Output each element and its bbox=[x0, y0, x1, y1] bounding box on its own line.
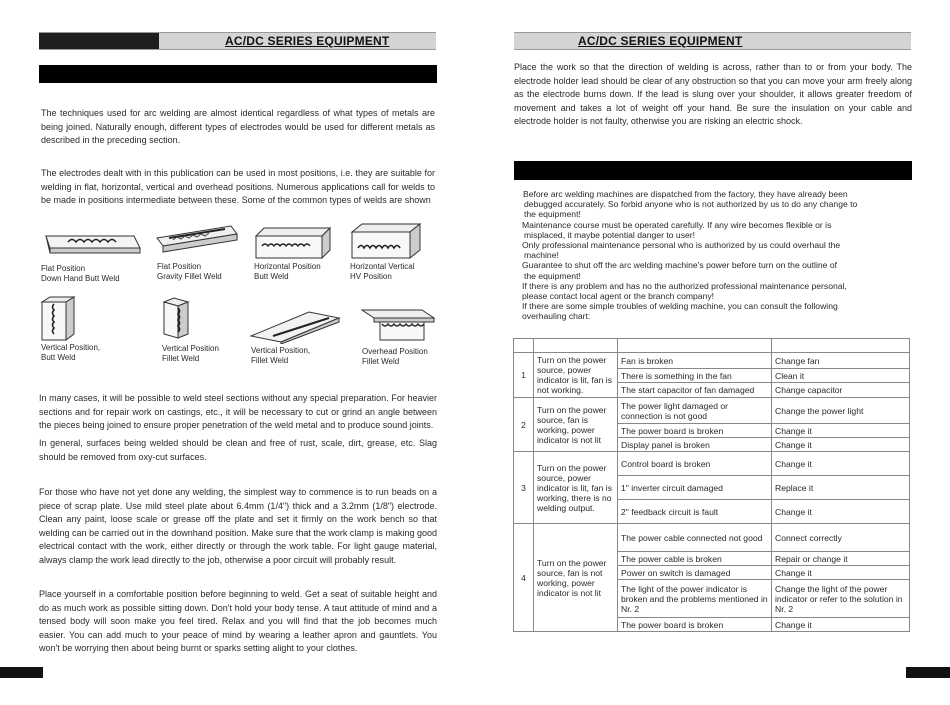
maint-line: machine! bbox=[524, 250, 559, 261]
fix-cell: Repair or change it bbox=[772, 552, 910, 566]
work-placement-paragraph: Place the work so that the direction of welding is across, rather than to or from your body. The electrode holder lead should be clear of any obstruction so that you can move your arm freely along as the electrode burns down. If the lead is slung over your shoulder, it allows greater freedom of movement and takes a lot of weight off your hand. Be sure the insulation on your cable and electrode holder is not faulty, otherwise you are risking an electric shock. bbox=[514, 62, 912, 127]
vertical-fillet-weld-2-icon bbox=[249, 308, 341, 349]
maint-line: Before arc welding machines are dispatched from the factory, they have already been bbox=[523, 189, 848, 199]
maint-line: overhauling chart: bbox=[522, 311, 591, 322]
weld-caption-1: Flat Position Down Hand Butt Weld bbox=[41, 264, 120, 283]
left-page-corner-tab bbox=[0, 667, 43, 678]
maint-line: If there are some simple troubles of welding machine, you can consult the following bbox=[522, 301, 838, 312]
row-number: 2 bbox=[514, 398, 534, 452]
preparation-paragraph-2: In general, surfaces being welded should be clean and free of rust, scale, dirt, grease, etc. Slag should be removed from oxy-cut surfaces. bbox=[39, 438, 437, 462]
fix-cell: Change the light of the power indicator or refer to the solution in Nr. 2 bbox=[772, 580, 910, 618]
cause-cell: 1" inverter circuit damaged bbox=[618, 476, 772, 500]
maint-line: Guarantee to shut off the arc welding machine’s power before turn on the outline of bbox=[522, 260, 837, 271]
left-section-bar bbox=[39, 65, 437, 83]
troubleshooting-table bbox=[513, 338, 910, 632]
fix-cell: Change fan bbox=[772, 353, 910, 369]
intro-paragraph: The techniques used for arc welding are almost identical regardless of what types of metals are being joined. Naturally enough, different types of electrodes would be used for different metals as described in the preceding section. bbox=[41, 108, 435, 146]
table-row bbox=[514, 452, 910, 476]
cause-cell: Power on switch is damaged bbox=[618, 566, 772, 580]
flat-butt-weld-icon bbox=[40, 226, 142, 267]
cause-cell: The power board is broken bbox=[618, 424, 772, 438]
table-row bbox=[514, 524, 910, 552]
vertical-fillet-weld-icon bbox=[160, 296, 192, 345]
cause-cell: There is something in the fan bbox=[618, 369, 772, 383]
maint-line: debugged accurately. So forbid anyone who is not authorized by us to do any change to bbox=[524, 199, 858, 210]
beads-paragraph: For those who have not yet done any welding, the simplest way to commence is to run beads on a piece of scrap plate. Use mild steel plate about 6.4mm (1/4") thick and a 3.2mm (1/8") electrode. Clean any paint, loose scale or grease off the plate and set it firmly on the work bench so that welding can be carried out in the downhand position. Make sure that the work clamp is making good electrical contact with the work, either directly or through the work table. For light gauge material, always clamp the work lead directly to the job, otherwise a poor circuit will probably result. bbox=[39, 487, 437, 565]
left-header-title: AC/DC SERIES EQUIPMENT bbox=[225, 34, 390, 48]
fix-cell: Clean it bbox=[772, 369, 910, 383]
maint-line: please contact local agent or the branch company! bbox=[522, 291, 715, 302]
horizontal-butt-weld-icon bbox=[252, 224, 332, 267]
gravity-fillet-weld-icon bbox=[155, 224, 239, 267]
cause-cell: Display panel is broken bbox=[618, 438, 772, 452]
preparation-paragraph: In many cases, it will be possible to weld steel sections without any special preparation. For heavier sections and for repair work on castings, etc., it will be necessary to cut or grind an angle between the pieces being joined to ensure proper penetration of the weld metal and to produce sound joints. bbox=[39, 393, 437, 431]
fix-cell: Replace it bbox=[772, 476, 910, 500]
maint-line: If there is any problem and has no the authorized professional maintenance personal, bbox=[522, 280, 847, 291]
comfort-paragraph: Place yourself in a comfortable position before beginning to weld. Get a seat of suitable height and do as much work as possible sitting down. Don't hold your body tense. A taut attitude of mind and a tensed body will soon make you feel tired. Relax and you will find that the job becomes much easier. You can add much to your peace of mind by wearing a leather apron and gauntlets. You won't be worrying then about being burnt or sparks setting alight to your clothes. bbox=[39, 589, 437, 654]
maint-line: the equipment! bbox=[524, 270, 581, 281]
vertical-butt-weld-icon bbox=[40, 296, 76, 347]
fix-cell: Change it bbox=[772, 424, 910, 438]
cause-cell: The light of the power indicator is broken and the problems mentioned in Nr. 2 bbox=[618, 580, 772, 618]
fix-cell: Change it bbox=[772, 618, 910, 632]
right-page-corner-tab bbox=[906, 667, 950, 678]
weld-caption-5: Vertical Position, Butt Weld bbox=[41, 343, 101, 362]
row-number: 3 bbox=[514, 452, 534, 524]
hv-weld-icon bbox=[348, 222, 428, 267]
fix-cell: Change it bbox=[772, 566, 910, 580]
maint-line: misplaced, it maybe potential danger to user! bbox=[524, 229, 696, 240]
fix-cell: Change it bbox=[772, 500, 910, 524]
overhead-fillet-weld-icon bbox=[360, 306, 436, 349]
cause-cell: The power board is broken bbox=[618, 618, 772, 632]
right-header-title: AC/DC SERIES EQUIPMENT bbox=[578, 34, 743, 48]
row-number: 4 bbox=[514, 524, 534, 632]
symptom-cell: Turn on the power source, fan is working, power indicator is not lit bbox=[534, 398, 618, 452]
symptom-cell: Turn on the power source, fan is not working, power indicator is not lit bbox=[534, 524, 618, 632]
weld-caption-3: Horizontal Position Butt Weld bbox=[254, 262, 321, 281]
cause-cell: Control board is broken bbox=[618, 452, 772, 476]
weld-caption-2: Flat Position Gravity Fillet Weld bbox=[157, 262, 222, 281]
fix-cell: Change it bbox=[772, 452, 910, 476]
symptom-cell: Turn on the power source, power indicator is lit, fan is working, there is no welding output. bbox=[534, 452, 618, 524]
cause-cell: The power cable connected not good bbox=[618, 524, 772, 552]
table-row bbox=[514, 398, 910, 424]
maint-line: Only professional maintenance personal who is authorized by us could overhaul the bbox=[522, 240, 841, 251]
left-page-header bbox=[39, 32, 436, 50]
maintenance-notes bbox=[520, 189, 912, 322]
maint-line: Maintenance course must be operated carefully. If any wire becomes flexible or is bbox=[522, 219, 832, 230]
fix-cell: Change capacitor bbox=[772, 383, 910, 398]
cause-cell: Fan is broken bbox=[618, 353, 772, 369]
positions-paragraph: The electrodes dealt with in this publication can be used in most positions, i.e. they are suitable for welding in flat, horizontal, vertical and overhead positions. Numerous applications call for welds to be made in positions intermediate between these. Some of the common types of welds are shown bbox=[41, 168, 435, 206]
cause-cell: The start capacitor of fan damaged bbox=[618, 383, 772, 398]
weld-caption-6: Vertical Position Fillet Weld bbox=[162, 344, 219, 363]
row-number: 1 bbox=[514, 353, 534, 398]
cause-cell: The power light damaged or connection is not good bbox=[618, 398, 772, 424]
weld-caption-7: Vertical Position, Fillet Weld bbox=[251, 346, 311, 365]
weld-caption-8: Overhead Position Fillet Weld bbox=[362, 347, 428, 366]
fix-cell: Connect correctly bbox=[772, 524, 910, 552]
fix-cell: Change it bbox=[772, 438, 910, 452]
maint-line: the equipment! bbox=[524, 209, 581, 220]
cause-cell: The power cable is broken bbox=[618, 552, 772, 566]
fix-cell: Change the power light bbox=[772, 398, 910, 424]
right-page-header bbox=[514, 32, 911, 50]
symptom-cell: Turn on the power source, power indicator is lit, fan is not working. bbox=[534, 353, 618, 398]
right-section-bar bbox=[514, 161, 912, 180]
table-header-row bbox=[514, 339, 910, 353]
table-row bbox=[514, 353, 910, 369]
weld-caption-4: Horizontal Vertical HV Position bbox=[350, 262, 415, 281]
cause-cell: 2" feedback circuit is fault bbox=[618, 500, 772, 524]
